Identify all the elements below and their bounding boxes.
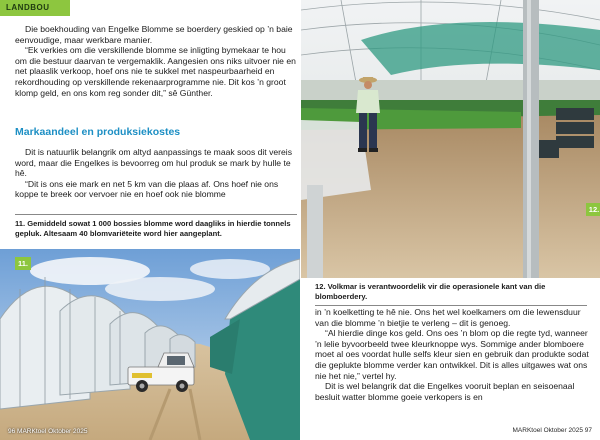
section-heading: Markaandeel en produksiekostes bbox=[15, 126, 181, 138]
left-column-text-bottom bbox=[15, 147, 297, 200]
paragraph: Dit is natuurlik belangrik om altyd aanpassings te maak soos dit vereis word, maar die Engelkes is bevoorreg om hul produk se mark by hulle te hê. bbox=[15, 147, 293, 179]
photo-number-11: 11. bbox=[15, 257, 31, 270]
photo-number-12: 12. bbox=[586, 203, 600, 216]
paragraph: “Ek verkies om die verskillende blomme se inligting bymekaar te hou om die bestuur daarvan te vergemaklik. Aangesien ons niks uitvoer nie en net plaaslik verkoop, hoef ons nie te sukkel met naspeurbaarheid en rekordhouding op verskillende rekenaarprogramme nie. Dit kos ’n groot klomp geld, en ons kom reg sonder dit,” sê Günther. bbox=[15, 45, 296, 98]
photo-greenhouse-tunnels bbox=[0, 249, 300, 440]
right-column-text bbox=[315, 307, 590, 402]
page-footer-left: 96 MARKtoel Oktober 2025 bbox=[8, 428, 88, 435]
section-tag: LANDBOU bbox=[0, 0, 70, 16]
paragraph: “Dit is ons eie mark en net 5 km van die plaas af. Ons hoef nie ons koppe te breek oor vervoer nie en hoef ook nie blomme bbox=[15, 178, 279, 200]
paragraph: Dit is wel belangrik dat die Engelkes vooruit beplan en seisoenaal besluit watter blomme goeie verkopers is en bbox=[315, 381, 575, 402]
left-column-text-top bbox=[15, 24, 297, 98]
photo-caption-11: 11. Gemiddeld sowat 1 000 bossies blomme word daagliks in hierdie tonnels gepluk. Altesaam 40 blomvariëteite word hier aangeplant. bbox=[15, 214, 297, 238]
paragraph: “Al hierdie dinge kos geld. Ons oes ’n blom op die regte tyd, wanneer ’n lelie byvoorbeeld twee kleurknoppe wys. Sommige ander blomboere moet al oes voordat hulle selfs kleur sien en gebruik dan produkte sodat die geplukte blomme verder kan ontwikkel. Dit is alles uitgawes wat ons nie het nie,” vertel hy. bbox=[315, 328, 589, 381]
paragraph: Die boekhouding van Engelke Blomme se boerdery geskied op ’n baie eenvoudige, maar werkbare manier. bbox=[15, 24, 293, 45]
photo-caption-12: 12. Volkmar is verantwoordelik vir die operasionele kant van die blomboerdery. bbox=[315, 282, 587, 306]
page-footer-right: MARKtoel Oktober 2025 97 bbox=[512, 427, 592, 434]
paragraph: in ’n koelketting te hê nie. Ons het wel koelkamers om die lewensduur van die blomme ’n bietjie te verleng – dit is genoeg. bbox=[315, 307, 581, 328]
photo-farmer-in-tunnel bbox=[301, 0, 600, 278]
